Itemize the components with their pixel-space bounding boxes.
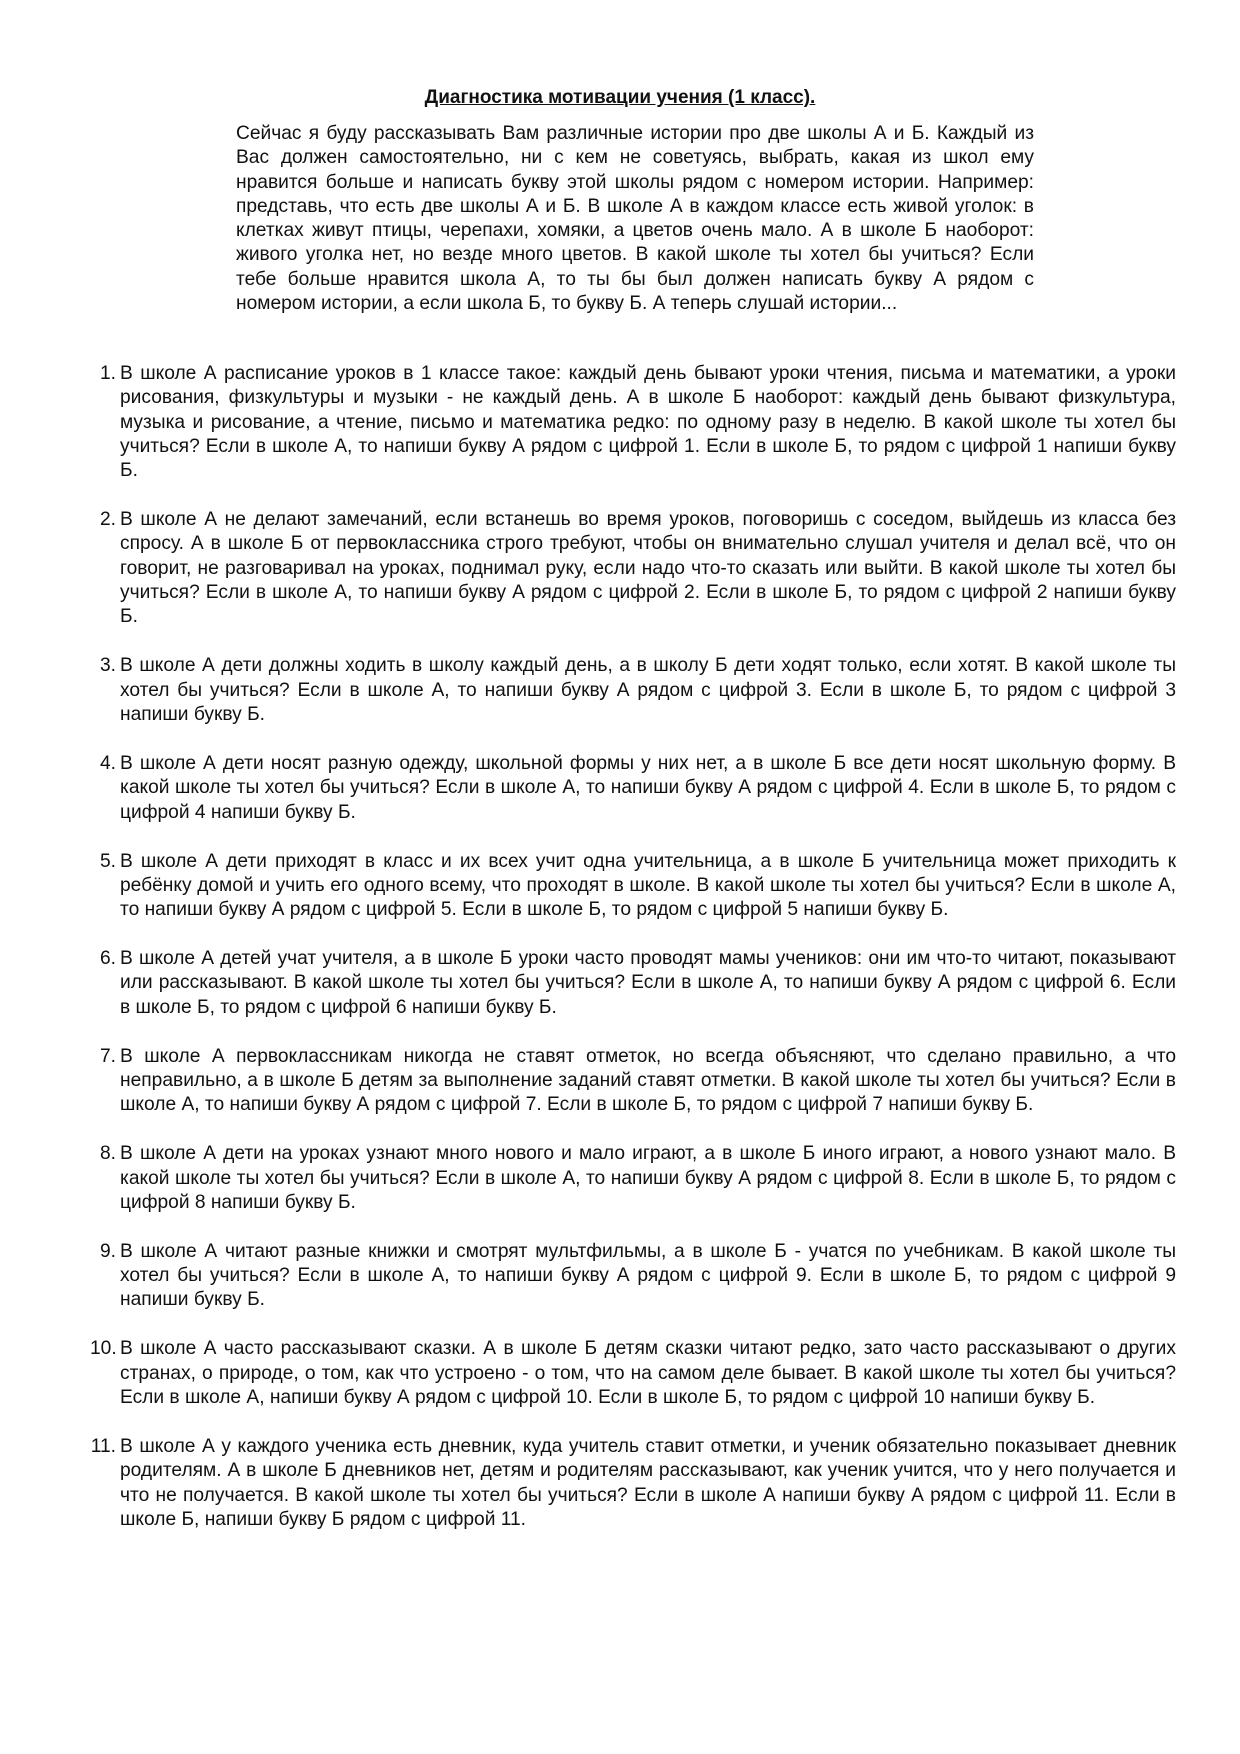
item-text: В школе А детей учат учителя, а в школе Б уроки часто проводят мамы учеников: они им что-то читают, показывают или рассказывают. В какой школе ты хотел бы учиться? Если в школе А, то напиши букву А рядом с цифрой 6. Если в школе Б, то рядом с цифрой 6 напиши букву Б. bbox=[120, 948, 1176, 1018]
item-number: 11. bbox=[90, 1435, 116, 1457]
item-text: В школе А у каждого ученика есть дневник, куда учитель ставит отметки, и ученик обязательно показывает дневник родителям. А в школе Б дневников нет, детям и родителям рассказывают, как ученик учится, что у него получается и что не получается. В какой школе ты хотел бы учиться? Если в школе А напиши букву А рядом с цифрой 11. Если в школе Б, напиши букву Б рядом с цифрой 11. bbox=[120, 1435, 1176, 1530]
item-number: 8. bbox=[99, 1143, 116, 1165]
page-title: Диагностика мотивации учения (1 класс). bbox=[424, 87, 816, 108]
item-text: В школе А расписание уроков в 1 классе такое: каждый день бывают уроки чтения, письма и математики, а уроки рисования, физкультуры и музыки - не каждый день. А в школе Б наоборот: каждый день бывают физкультура, музыка и рисование, а чтение, письмо и математика редко: по одному разу в неделю. В какой школе ты хотел бы учиться? Если в школе А, то напиши букву А рядом с цифрой 1. Если в школе Б, то рядом с цифрой 1 напиши букву Б. bbox=[120, 363, 1176, 482]
story-list bbox=[90, 362, 1176, 1532]
list-item bbox=[90, 362, 1176, 483]
item-number: 5. bbox=[99, 850, 116, 872]
item-number: 9. bbox=[99, 1240, 116, 1262]
item-text: В школе А дети приходят в класс и их всех учит одна учительница, а в школе Б учительница может приходить к ребёнку домой и учить его одного всему, что проходят в школе. В какой школе ты хотел бы учиться? Если в школе А, то напиши букву А рядом с цифрой 5. Если в школе Б, то рядом с цифрой 5 напиши букву Б. bbox=[120, 850, 1176, 921]
item-number: 2. bbox=[99, 509, 116, 531]
list-item bbox=[90, 1240, 1176, 1313]
list-item bbox=[90, 508, 1176, 629]
list-item bbox=[90, 1142, 1176, 1215]
list-item bbox=[90, 752, 1176, 825]
item-text: В школе А дети на уроках узнают много нового и мало играют, а в школе Б иного играют, а нового узнают мало. В какой школе ты хотел бы учиться? Если в школе А, то напиши букву А рядом с цифрой 8. Если в школе Б, то рядом с цифрой 8 напиши букву Б. bbox=[120, 1143, 1176, 1213]
list-item bbox=[90, 947, 1176, 1020]
list-item bbox=[90, 654, 1176, 727]
item-text: В школе А дети должны ходить в школу каждый день, а в школу Б дети ходят только, если хотят. В какой школе ты хотел бы учиться? Если в школе А, то напиши букву А рядом с цифрой 3. Если в школе Б, то рядом с цифрой 3 напиши букву Б. bbox=[120, 655, 1176, 725]
item-number: 3. bbox=[99, 655, 116, 677]
item-text: В школе А дети носят разную одежду, школьной формы у них нет, а в школе Б все дети носят школьную форму. В какой школе ты хотел бы учиться? Если в школе А, то напиши букву А рядом с цифрой 4. Если в школе Б, то рядом с цифрой 4 напиши букву Б. bbox=[120, 752, 1176, 823]
item-number: 1. bbox=[99, 363, 116, 384]
intro-paragraph: Сейчас я буду рассказывать Вам различные истории про две школы А и Б. Каждый из Вас должен самостоятельно, ни с кем не советуясь, выбрать, какая из школ ему нравится больше и написать букву этой школы рядом с номером истории. Например: представь, что есть две школы А и Б. В школе А в каждом классе есть живой уголок: в клетках живут птицы, черепахи, хомяки, а цветов очень мало. А в школе Б наоборот: живого уголка нет, но везде много цветов. В какой школе ты хотел бы учиться? Если тебе больше нравится школа А, то ты бы был должен написать букву А рядом с номером истории, а если школа Б, то букву Б. А теперь слушай истории... bbox=[236, 123, 1034, 315]
item-number: 10. bbox=[90, 1338, 117, 1360]
item-number: 6. bbox=[99, 948, 116, 970]
item-number: 7. bbox=[99, 1045, 116, 1067]
item-number: 4. bbox=[99, 752, 116, 774]
list-item bbox=[90, 1337, 1176, 1410]
item-text: В школе А не делают замечаний, если встанешь во время уроков, поговоришь с соседом, выйдешь из класса без спросу. А в школе Б от первоклассника строго требуют, чтобы он внимательно слушал учителя и делал всё, что он говорит, не разговаривал на уроках, поднимал руку, если надо что-то сказать или выйти. В какой школе ты хотел бы учиться? Если в школе А, то напиши букву А рядом с цифрой 2. Если в школе Б, то рядом с цифрой 2 напиши букву Б. bbox=[120, 509, 1176, 628]
list-item bbox=[90, 1045, 1176, 1118]
item-text: В школе А читают разные книжки и смотрят мультфильмы, а в школе Б - учатся по учебникам. В какой школе ты хотел бы учиться? Если в школе А, то напиши букву А рядом с цифрой 9. Если в школе Б, то рядом с цифрой 9 напиши букву Б. bbox=[120, 1240, 1176, 1311]
list-item bbox=[90, 1435, 1176, 1532]
list-item bbox=[90, 850, 1176, 923]
item-text: В школе А первоклассникам никогда не ставят отметок, но всегда объясняют, что сделано правильно, а что неправильно, а в школе Б детям за выполнение заданий ставят отметки. В какой школе ты хотел бы учиться? Если в школе А, то напиши букву А рядом с цифрой 7. Если в школе Б, то рядом с цифрой 7 напиши букву Б. bbox=[120, 1045, 1176, 1116]
item-text: В школе А часто рассказывают сказки. А в школе Б детям сказки читают редко, зато часто рассказывают о других странах, о природе, о том, как что устроено - о том, что на самом деле бывает. В какой школе ты хотел бы учиться? Если в школе А, напиши букву А рядом с цифрой 10. Если в школе Б, то рядом с цифрой 10 напиши букву Б. bbox=[120, 1338, 1176, 1408]
